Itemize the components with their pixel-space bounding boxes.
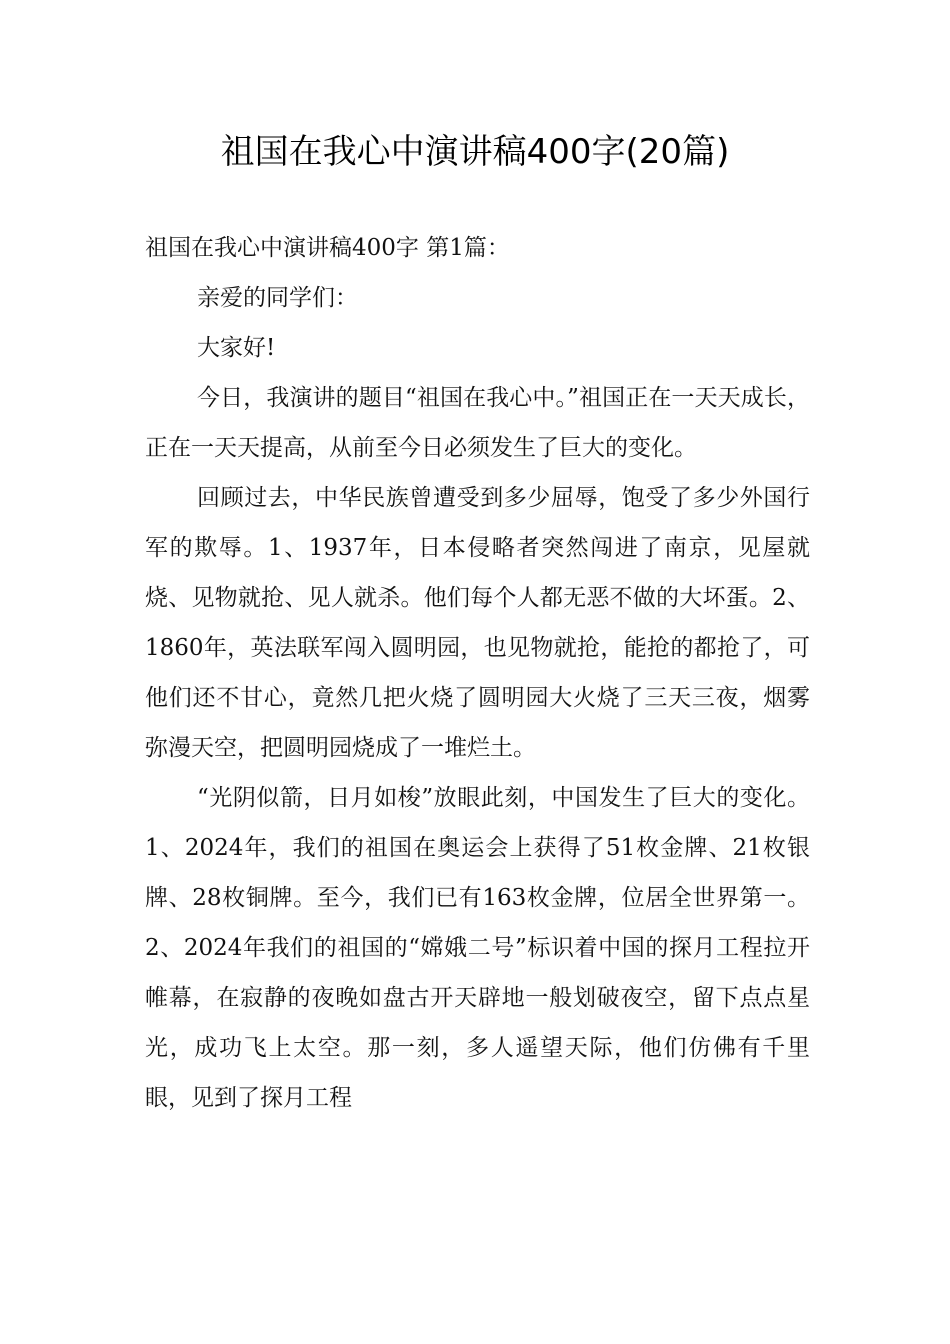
greeting-paragraph: 大家好! bbox=[197, 335, 276, 361]
document-body bbox=[145, 223, 810, 1123]
intro-paragraph: 今日，我演讲的题目“祖国在我心中。”祖国正在一天天成长，正在一天天提高，从前至今日必须发生了巨大的变化。 bbox=[145, 385, 810, 461]
salutation-paragraph: 亲爱的同学们： bbox=[197, 285, 358, 311]
section-heading: 祖国在我心中演讲稿400字 第1篇： bbox=[145, 235, 510, 261]
history-paragraph: 回顾过去，中华民族曾遭受到多少屈辱，饱受了多少外国行军的欺辱。1、1937年，日本侵略者突然闯进了南京，见屋就烧、见物就抢、见人就杀。他们每个人都无恶不做的大坏蛋。2、1860年，英法联军闯入圆明园，也见物就抢，能抢的都抢了，可他们还不甘心，竟然几把火烧了圆明园大火烧了三天三夜，烟雾弥漫天空，把圆明园烧成了一堆烂土。 bbox=[145, 485, 810, 761]
present-paragraph: “光阴似箭，日月如梭”放眼此刻，中国发生了巨大的变化。1、2024年，我们的祖国在奥运会上获得了51枚金牌、21枚银牌、28枚铜牌。至今，我们已有163枚金牌，位居全世界第一。2、2024年我们的祖国的“嫦娥二号”标识着中国的探月工程拉开帷幕，在寂静的夜晚如盘古开天辟地一般划破夜空，留下点点星光，成功飞上太空。那一刻，多人遥望天际，他们仿佛有千里眼，见到了探月工程 bbox=[145, 785, 810, 1111]
document-title: 祖国在我心中演讲稿400字(20篇) bbox=[220, 132, 730, 172]
